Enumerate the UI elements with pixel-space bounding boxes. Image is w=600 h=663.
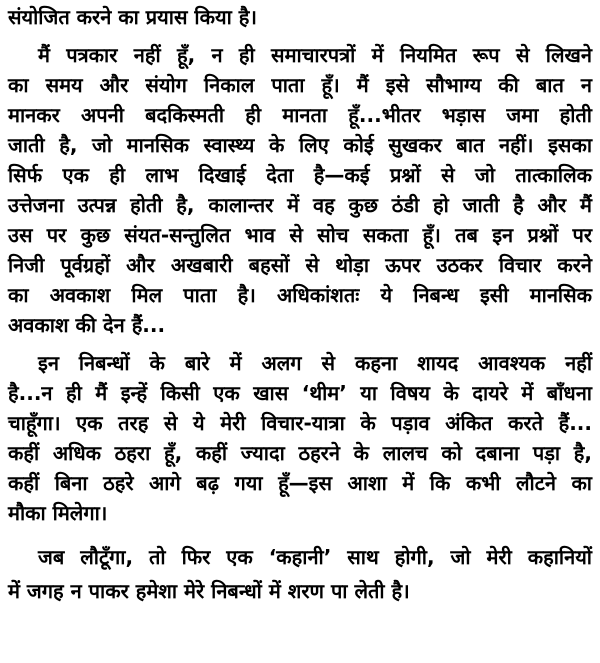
paragraph-2-line-8: निजी पूर्वग्रहों और अखबारी बहसों से थोड़ा ऊपर उठकर विचार करने <box>8 253 592 277</box>
paragraph-3-line-2: है...न ही मैं इन्हें किसी एक खास ‘थीम’ या विषय के दायरे में बाँधना <box>8 381 592 405</box>
paragraph-2-line-9: का अवकाश मिल पाता है। अधिकांशतः ये निबन्ध इसी मानसिक <box>8 283 592 307</box>
paragraph-2-line-10: अवकाश की देन हैं... <box>8 313 166 337</box>
paragraph-2-line-2: का समय और संयोग निकाल पाता हूँ। मैं इसे सौभाग्य की बात न <box>8 73 592 97</box>
paragraph-2-line-3: मानकर अपनी बदकिस्मती ही मानता हूँ...भीतर भड़ास जमा होती <box>8 103 592 127</box>
paragraph-3-line-3: चाहूँगा। एक तरह से ये मेरी विचार-यात्रा के पड़ाव अंकित करते हैं... <box>8 411 592 435</box>
paragraph-4-line-1: जब लौटूँगा, तो फिर एक ‘कहानी’ साथ होगी, जो मेरी कहानियों <box>38 545 592 569</box>
paragraph-2-line-1: मैं पत्रकार नहीं हूँ, न ही समाचारपत्रों में नियमित रूप से लिखने <box>38 43 592 67</box>
paragraph-2-line-6: उत्तेजना उत्पन्न होती है, कालान्तर में वह कुछ ठंडी हो जाती है और मैं <box>8 193 592 217</box>
paragraph-3-line-6: मौका मिलेगा। <box>8 501 108 525</box>
paragraph-1-line-1: संयोजित करने का प्रयास किया है। <box>8 5 257 29</box>
paragraph-4-line-2: में जगह न पाकर हमेशा मेरे निबन्धों में शरण पा लेती है। <box>8 579 410 603</box>
paragraph-2-line-4: जाती है, जो मानसिक स्वास्थ्य के लिए कोई सुखकर बात नहीं। इसका <box>8 133 592 157</box>
paragraph-3-line-5: कहीं बिना ठहरे आगे बढ़ गया हूँ—इस आशा में कि कभी लौटने का <box>8 471 592 495</box>
paragraph-3-line-4: कहीं अधिक ठहरा हूँ, कहीं ज्यादा ठहरने के लालच को दबाना पड़ा है, <box>8 441 592 465</box>
paragraph-3-line-1: इन निबन्धों के बारे में अलग से कहना शायद आवश्यक नहीं <box>38 351 592 375</box>
paragraph-2-line-5: सिर्फ एक ही लाभ दिखाई देता है—कई प्रश्नों से जो तात्कालिक <box>8 163 592 187</box>
book-page <box>8 2 592 658</box>
paragraph-2-line-7: उस पर कुछ संयत-सन्तुलित भाव से सोच सकता हूँ। तब इन प्रश्नों पर <box>8 223 592 247</box>
